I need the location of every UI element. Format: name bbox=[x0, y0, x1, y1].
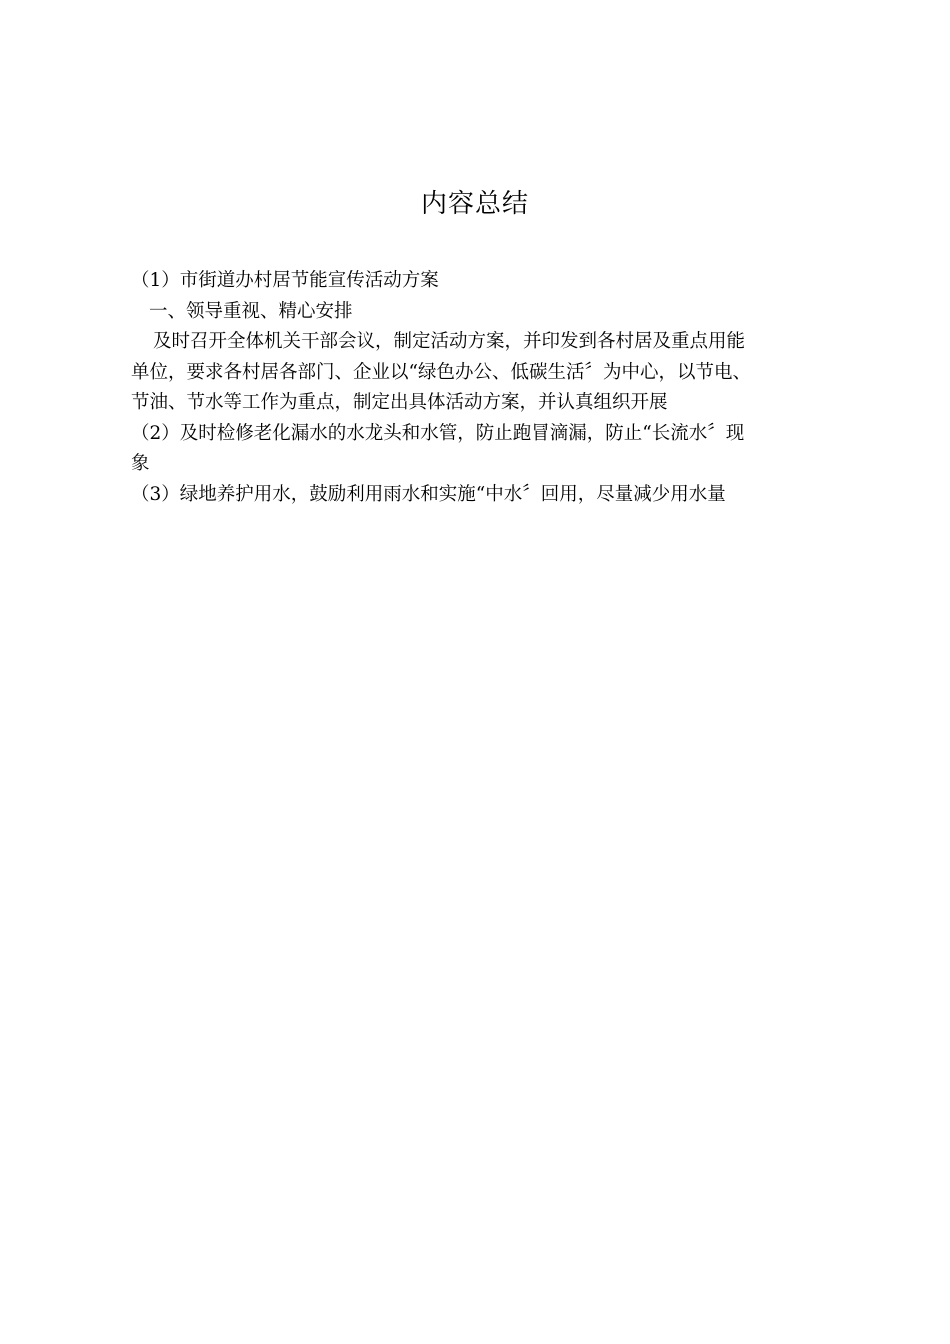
page-title: 内容总结 bbox=[420, 189, 529, 219]
item-3: （3）绿地养护用水，鼓励利用雨水和实施“中水〞回用，尽量减少用水量 bbox=[131, 483, 726, 505]
item-1-heading: （1）市街道办村居节能宣传活动方案 bbox=[131, 270, 439, 291]
section-heading: 一、领导重视、精心安排 bbox=[149, 300, 353, 322]
document-body bbox=[131, 266, 821, 510]
paragraph-1-line-3: 节油、节水等工作为重点，制定出具体活动方案，并认真组织开展 bbox=[131, 392, 668, 413]
item-2-line-2: 象 bbox=[131, 453, 150, 474]
paragraph-1-line-2: 单位，要求各村居各部门、企业以“绿色办公、低碳生活〞为中心，以节电、 bbox=[131, 361, 751, 383]
paragraph-1-line-1: 及时召开全体机关干部会议，制定活动方案，并印发到各村居及重点用能 bbox=[153, 331, 746, 352]
item-2-line-1: （2）及时检修老化漏水的水龙头和水管，防止跑冒滴漏，防止“长流水〞现 bbox=[131, 422, 745, 444]
